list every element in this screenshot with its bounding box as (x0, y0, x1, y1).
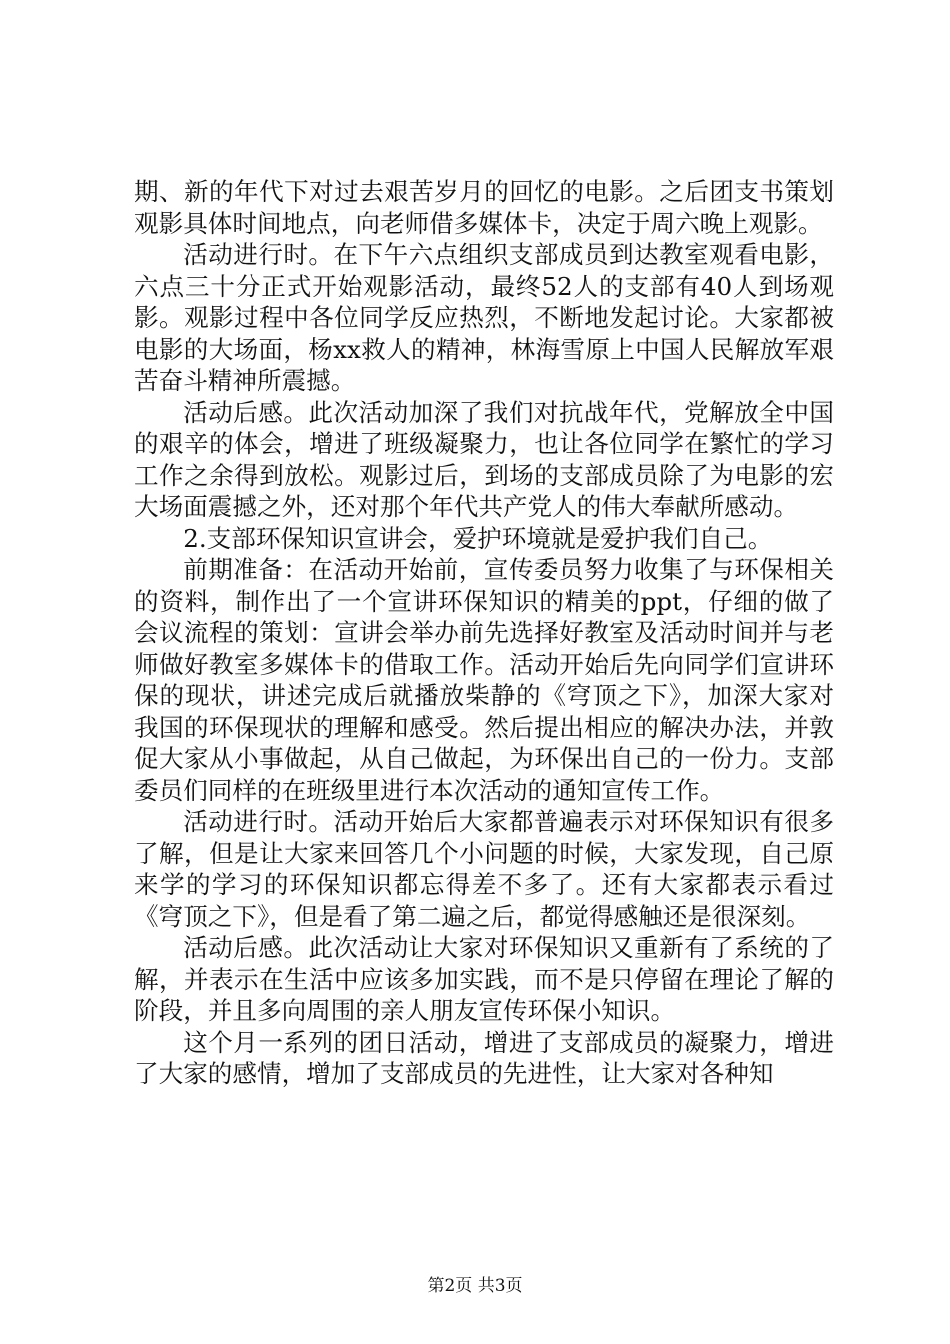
paragraph-4: 2.支部环保知识宣讲会，爱护环境就是爱护我们自己。 (183, 523, 773, 553)
paragraph-7: 活动后感。此次活动让大家对环保知识又重新有了系统的了解，并表示在生活中应该多加实践，而不是只停留在理论了解的阶段，并且多向周围的亲人朋友宣传环保小知识。 (134, 933, 834, 1025)
paragraph-1: 期、新的年代下对过去艰苦岁月的回忆的电影。之后团支书策划观影具体时间地点，向老师借多媒体卡，决定于周六晚上观影。 (134, 177, 834, 238)
paragraph-5: 前期准备：在活动开始前，宣传委员努力收集了与环保相关的资料，制作出了一个宣讲环保知识的精美的ppt，仔细的做了会议流程的策划：宣讲会举办前先选择好教室及活动时间并与老师做好教室多媒体卡的借取工作。活动开始后先向同学们宣讲环保的现状，讲述完成后就播放柴静的《穹顶之下》，加深大家对我国的环保现状的理解和感受。然后提出相应的解决办法，并敦促大家从小事做起，从自己做起，为环保出自己的一份力。支部委员们同样的在班级里进行本次活动的通知宣传工作。 (134, 555, 834, 805)
document-body (134, 176, 834, 1090)
page-footer: 第2页 共3页 (427, 1276, 523, 1296)
paragraph-8: 这个月一系列的团日活动，增进了支部成员的凝聚力，增进了大家的感情，增加了支部成员的先进性，让大家对各种知 (134, 1027, 834, 1088)
paragraph-3: 活动后感。此次活动加深了我们对抗战年代，党解放全中国的艰辛的体会，增进了班级凝聚力，也让各位同学在繁忙的学习工作之余得到放松。观影过后，到场的支部成员除了为电影的宏大场面震撼之外，还对那个年代共产党人的伟大奉献所感动。 (134, 397, 834, 521)
paragraph-2: 活动进行时。在下午六点组织支部成员到达教室观看电影，六点三十分正式开始观影活动，最终52人的支部有40人到场观影。观影过程中各位同学反应热烈，不断地发起讨论。大家都被电影的大场面，杨xx救人的精神，林海雪原上中国人民解放军艰苦奋斗精神所震撼。 (134, 240, 834, 395)
paragraph-6: 活动进行时。活动开始后大家都普遍表示对环保知识有很多了解，但是让大家来回答几个小问题的时候，大家发现，自己原来学的学习的环保知识都忘得差不多了。还有大家都表示看过《穹顶之下》，但是看了第二遍之后，都觉得感触还是很深刻。 (134, 807, 834, 931)
